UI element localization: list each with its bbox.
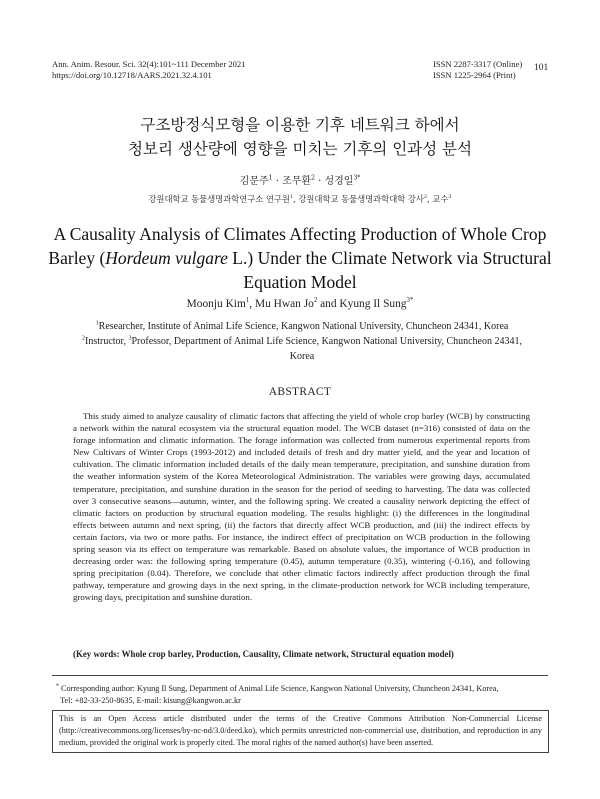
korean-author-2-sup: 2 <box>311 174 315 182</box>
footnote-text-1: Corresponding author: Kyung Il Sung, Department of Animal Life Science, Kangwon National University, Chuncheon 24341, Korea, <box>61 684 499 693</box>
korean-author-3-sup: 3* <box>353 174 361 182</box>
abstract-body: This study aimed to analyze causality of climatic factors that affecting the yield of whole crop barley (WCB) by constructing a network within the natural ecosystem via the structural equation model. The WCB dataset (n=316) consisted of data on the forage information and climatic information. The forage information was collected from numerous experimental reports from New Cultivars of Winter Crops (1993-2012) and included details of fresh and dry matter yield, and the year and location of cultivation. The climatic information included details of the daily mean temperature, precipitation, and sunshine duration from the weather information system of the Korea Meteorological Administration. The variables were growing days, accumulated temperature, precipitation, and sunshine duration in the season for the period of seeding to harvesting. The data was collected over 3 consecutive seasons—autumn, winter, and the following spring. We created a causality network depicting the effect of climatic factors on production by structural equation modeling. The results highlight: (i) the differences in the longitudinal effects between autumn and next spring, (ii) the factors that directly affect WCB production, and (iii) the indirect effects by certain factors, via two or more paths. For instance, the indirect effect of precipitation on WCB production in the following spring season via its effect on temperature was remarkable. Based on absolute values, the importance of WCB production in decreasing order was: the following spring temperature (0.45), autumn temperature (0.35), wintering (-0.16), and following spring precipitation (0.04). Therefore, we conclude that other climatic factors indirectly affect production through the final pathway, temperature and growing days in the next spring, in the climate-production network for WCB including temperature, growing days, precipitation and sunshine duration. <box>73 411 530 603</box>
korean-aff-3-sup: 3 <box>448 194 452 201</box>
english-author-1: Moonju Kim <box>186 298 246 310</box>
journal-header-right <box>433 59 522 81</box>
issn-print: ISSN 1225-2964 (Print) <box>433 70 516 80</box>
english-title-line1: A Causality Analysis of Climates Affecting Production of Whole Crop <box>53 224 547 244</box>
footnote-divider <box>52 675 548 676</box>
korean-title-line2: 청보리 생산량에 영향을 미치는 기후의 인과성 분석 <box>128 140 472 158</box>
english-title-line3: Equation Model <box>243 272 357 292</box>
journal-header-left <box>52 59 246 81</box>
korean-author-3: 성경일 <box>324 176 354 187</box>
english-aff-3: Professor, Department of Animal Life Science, Kangwon National University, Chuncheon 24341, <box>131 336 522 347</box>
korean-affiliations: 강원대학교 동물생명과학연구소 연구원$^1$, 강원대학교 동물생명과학대학 강사$^2$, 교수$^3$ <box>148 194 452 204</box>
korean-title <box>0 113 600 161</box>
keywords: (Key words: Whole crop barley, Production, Causality, Climate network, Structural equation model) <box>73 649 454 659</box>
korean-authors <box>0 175 600 189</box>
license-box: This is an Open Access article distributed under the terms of the Creative Commons Attribution Non-Commercial License (http://creativecommons.org/licenses/by-nc-nd/3.0/deed.ko), which permits unrestricted non-commercial use, distribution, and reproduction in any medium, provided the original work is properly cited. The moral rights of the named author(s) have been asserted. <box>52 710 549 753</box>
footnote-marker: * <box>56 683 59 690</box>
footnote-text-2: Tel: +82-33-250-8635, E-mail: kisung@kangwon.ac.kr <box>60 696 241 705</box>
english-title-line2-pre: Barley ( <box>48 248 106 268</box>
english-aff-1-sup: 1 <box>95 320 99 327</box>
english-author-1-sup: 1 <box>245 297 250 305</box>
english-title-line2-post: L.) Under the Climate Network via Structural <box>227 248 552 268</box>
english-title-line2 <box>40 246 560 270</box>
korean-aff-1-sup: 1 <box>289 194 294 201</box>
english-author-2: Mu Hwan Jo <box>254 298 314 310</box>
english-title <box>40 222 560 294</box>
korean-author-1-sup: 1 <box>268 174 273 182</box>
english-authors: Moonju Kim$^1$, Mu Hwan Jo$^2$ and Kyung Il Sung$^{3*}$ <box>186 297 414 310</box>
english-aff-line1 <box>55 319 549 334</box>
korean-author-1: 김문주 <box>239 176 269 187</box>
species-name: Hordeum vulgare <box>105 248 228 268</box>
english-affiliations <box>55 319 549 364</box>
author-separator: · <box>275 176 279 187</box>
footnote-line1 <box>56 683 550 695</box>
korean-title-line1: 구조방정식모형을 이용한 기후 네트워크 하에서 <box>140 116 460 134</box>
english-aff-line3: Korea <box>289 351 315 362</box>
korean-author-2: 조무환 <box>282 176 312 187</box>
korean-aff-2-sup: 2 <box>423 194 428 201</box>
korean-aff-1: 강원대학교 동물생명과학연구소 연구원 <box>148 194 290 204</box>
corresponding-author-footnote <box>56 683 550 707</box>
page-number: 101 <box>534 63 549 73</box>
journal-citation: Ann. Anim. Resour. Sci. 32(4):101~111 December 2021 <box>52 59 246 69</box>
english-aff-line2 <box>55 334 549 349</box>
english-aff-3-sup: 3 <box>128 335 132 342</box>
footnote-line2 <box>56 695 550 707</box>
author-separator: · <box>318 176 322 187</box>
english-author-3-sup: 3* <box>406 297 414 305</box>
abstract-heading: ABSTRACT <box>268 386 332 398</box>
english-author-2-sup: 2 <box>313 297 318 305</box>
issn-online: ISSN 2287-3317 (Online) <box>433 59 523 69</box>
korean-aff-3: 교수 <box>432 194 449 204</box>
korean-aff-2: 강원대학교 동물생명과학대학 강사 <box>298 194 424 204</box>
english-aff-2: Instructor, <box>84 336 129 347</box>
english-aff-2-sup: 2 <box>81 335 85 342</box>
doi-link[interactable]: https://doi.org/10.12718/AARS.2021.32.4.101 <box>52 70 212 80</box>
english-aff-1: Researcher, Institute of Animal Life Science, Kangwon National University, Chuncheon 24341, Korea <box>98 321 509 332</box>
english-author-3: Kyung Il Sung <box>339 298 407 310</box>
